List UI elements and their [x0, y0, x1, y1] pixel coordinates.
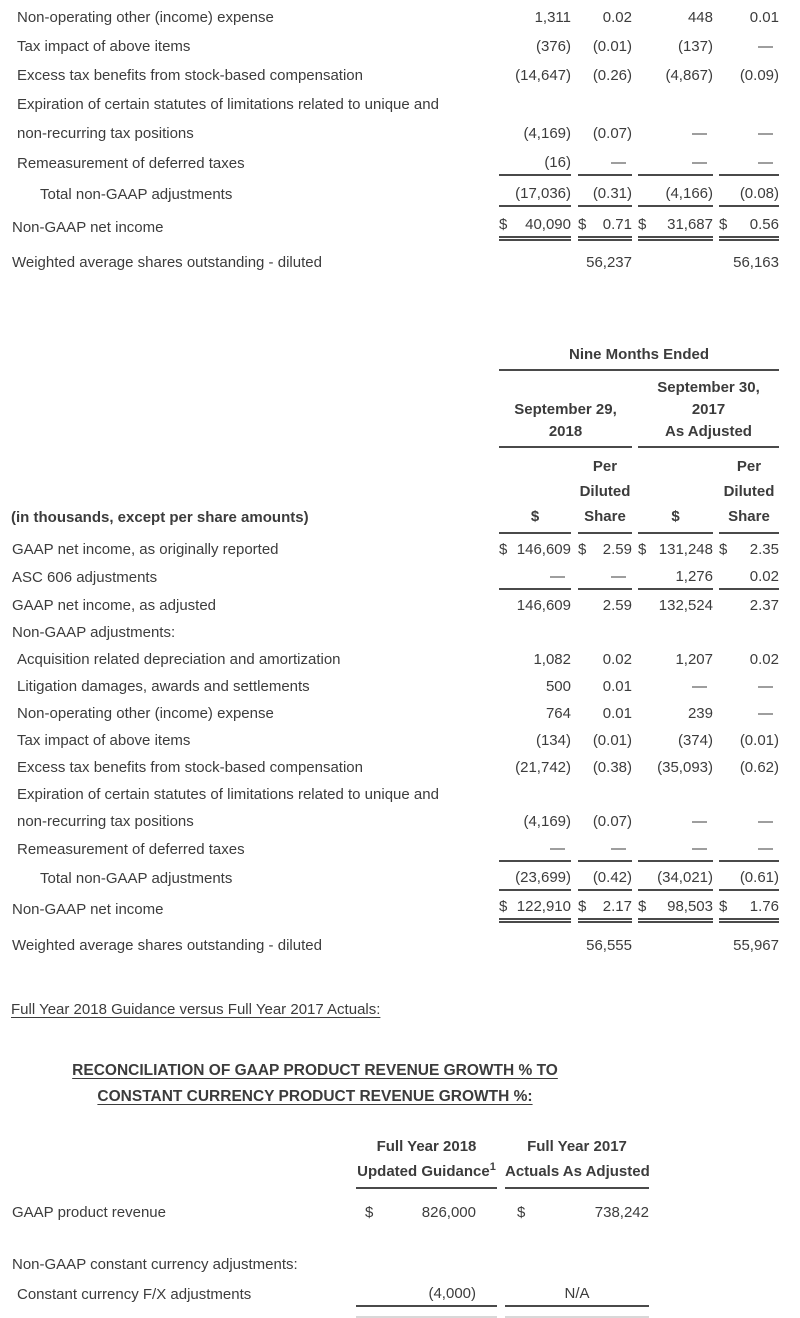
value-cell: (0.08): [719, 175, 779, 206]
value-cell: 0.01: [749, 9, 779, 26]
value-cell: 448: [687, 9, 713, 26]
row-label: Tax impact of above items: [17, 732, 191, 749]
row-label: Litigation damages, awards and settlements: [17, 678, 310, 695]
value-cell: $ 131,248: [638, 541, 713, 558]
value-cell: $ 146,609: [499, 541, 571, 558]
value-cell: [638, 617, 713, 644]
row-label: Non-operating other (income) expense: [17, 705, 274, 722]
row-label: Excess tax benefits from stock-based compensation: [17, 67, 363, 84]
value-cell: $ 31,687: [638, 206, 713, 239]
full-year-2018-header: Full Year 2018 Updated Guidance$^1$: [356, 1134, 497, 1188]
value-cell: (34,021): [638, 861, 713, 890]
full-year-2017-header: Full Year 2017 Actuals As Adjusted: [505, 1134, 649, 1188]
row-label: Non-GAAP constant currency adjustments:: [12, 1256, 298, 1273]
value-cell: —: [692, 125, 707, 142]
value-cell: 0.02: [602, 651, 632, 668]
value-cell: 132,524: [658, 597, 713, 614]
value-cell: [578, 617, 632, 644]
table-row: [11, 806, 779, 833]
value-cell: (23,699): [499, 861, 571, 890]
row-label: Weighted average shares outstanding - diluted: [12, 937, 322, 954]
dollar-column-header: $: [638, 447, 713, 533]
table-row: [11, 239, 779, 275]
value-cell: —: [692, 678, 707, 695]
value-cell: —: [638, 833, 713, 861]
footnote-marker: 1: [489, 1161, 496, 1173]
table-row: [11, 116, 779, 145]
value-cell: 56,163: [733, 254, 779, 271]
value-cell: [578, 87, 632, 116]
value-cell: 0.01: [602, 705, 632, 722]
value-cell: —: [638, 145, 713, 175]
value-cell: 2.59: [602, 597, 632, 614]
row-label: Acquisition related depreciation and amortization: [17, 651, 341, 668]
table-row: [11, 58, 779, 87]
gaap-product-revenue-row: [11, 1188, 649, 1226]
table-row: [11, 890, 779, 921]
value-cell: —: [578, 145, 632, 175]
value-cell: (376): [535, 38, 571, 55]
fx-adjustments-row: [11, 1276, 649, 1306]
value-cell: —: [499, 833, 571, 861]
value-cell: 1,207: [675, 651, 713, 668]
value-cell: (0.38): [592, 759, 632, 776]
value-cell: $ 40,090: [499, 206, 571, 239]
table-row: [11, 29, 779, 58]
value-cell: (0.01): [592, 38, 632, 55]
value-cell: (14,647): [515, 67, 571, 84]
value-cell: [499, 779, 571, 806]
value-cell: (4,166): [638, 175, 713, 206]
row-label: Total non-GAAP adjustments: [40, 870, 233, 887]
value-cell: (134): [535, 732, 571, 749]
value-cell: 55,967: [733, 937, 779, 954]
value-cell: [638, 921, 713, 958]
value-cell: 1,311: [534, 9, 571, 26]
value-cell: —: [758, 813, 773, 830]
value-cell: 56,555: [586, 937, 632, 954]
value-cell: —: [719, 145, 779, 175]
value-cell: (0.01): [592, 732, 632, 749]
table-row: [11, 175, 779, 206]
row-label: Non-operating other (income) expense: [17, 9, 274, 26]
value-cell: —: [758, 678, 773, 695]
value-cell: (4,000): [356, 1276, 497, 1306]
table-row: [11, 206, 779, 239]
row-label: Excess tax benefits from stock-based compensation: [17, 759, 363, 776]
value-cell: —: [578, 833, 632, 861]
row-label: Non-GAAP net income: [12, 218, 164, 236]
adjustments-heading-row: [11, 1247, 649, 1276]
table-row: [11, 0, 779, 29]
value-cell: (0.61): [719, 861, 779, 890]
period-header: Nine Months Ended: [499, 338, 779, 370]
reconciliation-heading-line2: CONSTANT CURRENCY PRODUCT REVENUE GROWTH %:: [97, 1088, 533, 1105]
nine-months-reconciliation-table: [11, 338, 779, 957]
value-cell: (17,036): [499, 175, 571, 206]
value-cell: 0.01: [602, 678, 632, 695]
value-cell: $ 0.71: [578, 206, 632, 239]
column-group-2017: September 30, 2017 As Adjusted: [638, 370, 779, 447]
value-cell: (0.42): [578, 861, 632, 890]
table-row: [11, 87, 779, 116]
value-cell: 0.02: [719, 561, 779, 589]
row-label: ASC 606 adjustments: [12, 569, 158, 586]
value-cell: —: [758, 705, 773, 722]
product-revenue-growth-table: [11, 1134, 649, 1318]
row-label: Remeasurement of deferred taxes: [17, 155, 245, 172]
value-cell: 56,237: [586, 254, 632, 271]
table-row: [11, 671, 779, 698]
value-cell: (21,742): [515, 759, 571, 776]
row-label: Non-GAAP adjustments:: [12, 624, 176, 641]
value-cell: —: [719, 833, 779, 861]
value-cell: (0.26): [592, 67, 632, 84]
per-diluted-share-column-header: Per Diluted Share: [578, 447, 632, 533]
value-cell: [499, 87, 571, 116]
value-cell: —: [758, 125, 773, 142]
value-cell: (0.07): [592, 813, 632, 830]
value-cell: —: [499, 561, 571, 589]
column-header-row: [11, 447, 779, 533]
table-row: [11, 145, 779, 175]
value-cell: —: [758, 38, 773, 55]
value-cell: [719, 779, 779, 806]
value-cell: —: [692, 813, 707, 830]
period-header-row: [11, 338, 779, 370]
row-label: Expiration of certain statutes of limitations related to unique and: [17, 786, 439, 803]
table-row: [11, 533, 779, 561]
in-thousands-note: (in thousands, except per share amounts): [11, 509, 309, 526]
value-cell: (4,169): [523, 125, 571, 142]
row-label: non-recurring tax positions: [17, 813, 194, 830]
column-group-header-row: [11, 370, 779, 447]
value-cell: [499, 921, 571, 958]
value-cell: (0.31): [578, 175, 632, 206]
row-label: Constant currency F/X adjustments: [17, 1286, 252, 1303]
value-cell: $ 2.17: [578, 890, 632, 921]
value-cell: 0.02: [602, 9, 632, 26]
table-row: [11, 589, 779, 617]
value-cell: 146,609: [516, 597, 571, 614]
dollar-column-header: $: [499, 447, 571, 533]
guidance-section-title: Full Year 2018 Guidance versus Full Year 2017 Actuals:: [11, 1001, 381, 1018]
value-cell: [638, 87, 713, 116]
table-row: [11, 752, 779, 779]
row-label: Remeasurement of deferred taxes: [17, 841, 245, 858]
reconciliation-heading: [0, 1058, 630, 1110]
table-row: [11, 861, 779, 890]
value-cell: $ 98,503: [638, 890, 713, 921]
value-cell: (0.09): [739, 67, 779, 84]
table-row: [11, 725, 779, 752]
guidance-header-row: [11, 1134, 649, 1188]
value-cell: (16): [499, 145, 571, 175]
row-label: GAAP net income, as adjusted: [12, 597, 217, 614]
row-label: Total non-GAAP adjustments: [40, 186, 233, 203]
value-cell: 0.02: [749, 651, 779, 668]
value-cell: 1,082: [533, 651, 571, 668]
value-cell: —: [578, 561, 632, 589]
row-label: GAAP net income, as originally reported: [12, 541, 279, 558]
value-cell: $ 738,242: [517, 1204, 649, 1221]
row-label: non-recurring tax positions: [17, 125, 194, 142]
value-cell: [638, 779, 713, 806]
value-cell: [719, 87, 779, 116]
value-cell: 239: [687, 705, 713, 722]
value-cell: $ 1.76: [719, 890, 779, 921]
value-cell: [719, 617, 779, 644]
table-row: [11, 921, 779, 958]
value-cell: (0.01): [739, 732, 779, 749]
value-cell: 1,276: [638, 561, 713, 589]
row-label: GAAP product revenue: [12, 1204, 166, 1221]
value-cell: $ 0.56: [719, 206, 779, 239]
table-row: [11, 833, 779, 861]
row-label: Tax impact of above items: [17, 38, 191, 55]
value-cell: $ 2.35: [719, 541, 779, 558]
value-cell: [638, 239, 713, 275]
value-cell: $ 826,000: [365, 1204, 476, 1221]
value-cell: (35,093): [657, 759, 713, 776]
row-label: Non-GAAP net income: [12, 900, 164, 918]
value-cell: 500: [545, 678, 571, 695]
row-label: Expiration of certain statutes of limitations related to unique and: [17, 96, 439, 113]
value-cell: N/A: [505, 1276, 649, 1306]
per-diluted-share-column-header: Per Diluted Share: [719, 447, 779, 533]
value-cell: (0.07): [592, 125, 632, 142]
reconciliation-heading-line1: RECONCILIATION OF GAAP PRODUCT REVENUE GROWTH % TO: [72, 1062, 558, 1079]
value-cell: 2.37: [749, 597, 779, 614]
value-cell: 764: [545, 705, 571, 722]
value-cell: (4,867): [665, 67, 713, 84]
table-row: [11, 561, 779, 589]
value-cell: $ 2.59: [578, 541, 632, 558]
row-label: Weighted average shares outstanding - diluted: [12, 254, 322, 271]
three-months-reconciliation-table-continued: [11, 0, 779, 274]
value-cell: (0.62): [739, 759, 779, 776]
table-row: [11, 698, 779, 725]
value-cell: (137): [677, 38, 713, 55]
value-cell: $ 122,910: [499, 890, 571, 921]
value-cell: [499, 239, 571, 275]
value-cell: [499, 617, 571, 644]
table-row: [11, 617, 779, 644]
column-group-2018: September 29, 2018: [499, 370, 632, 447]
value-cell: (374): [677, 732, 713, 749]
table-row: [11, 644, 779, 671]
value-cell: [578, 779, 632, 806]
partial-next-row: [11, 1306, 649, 1317]
value-cell: (4,169): [523, 813, 571, 830]
table-row: [11, 779, 779, 806]
